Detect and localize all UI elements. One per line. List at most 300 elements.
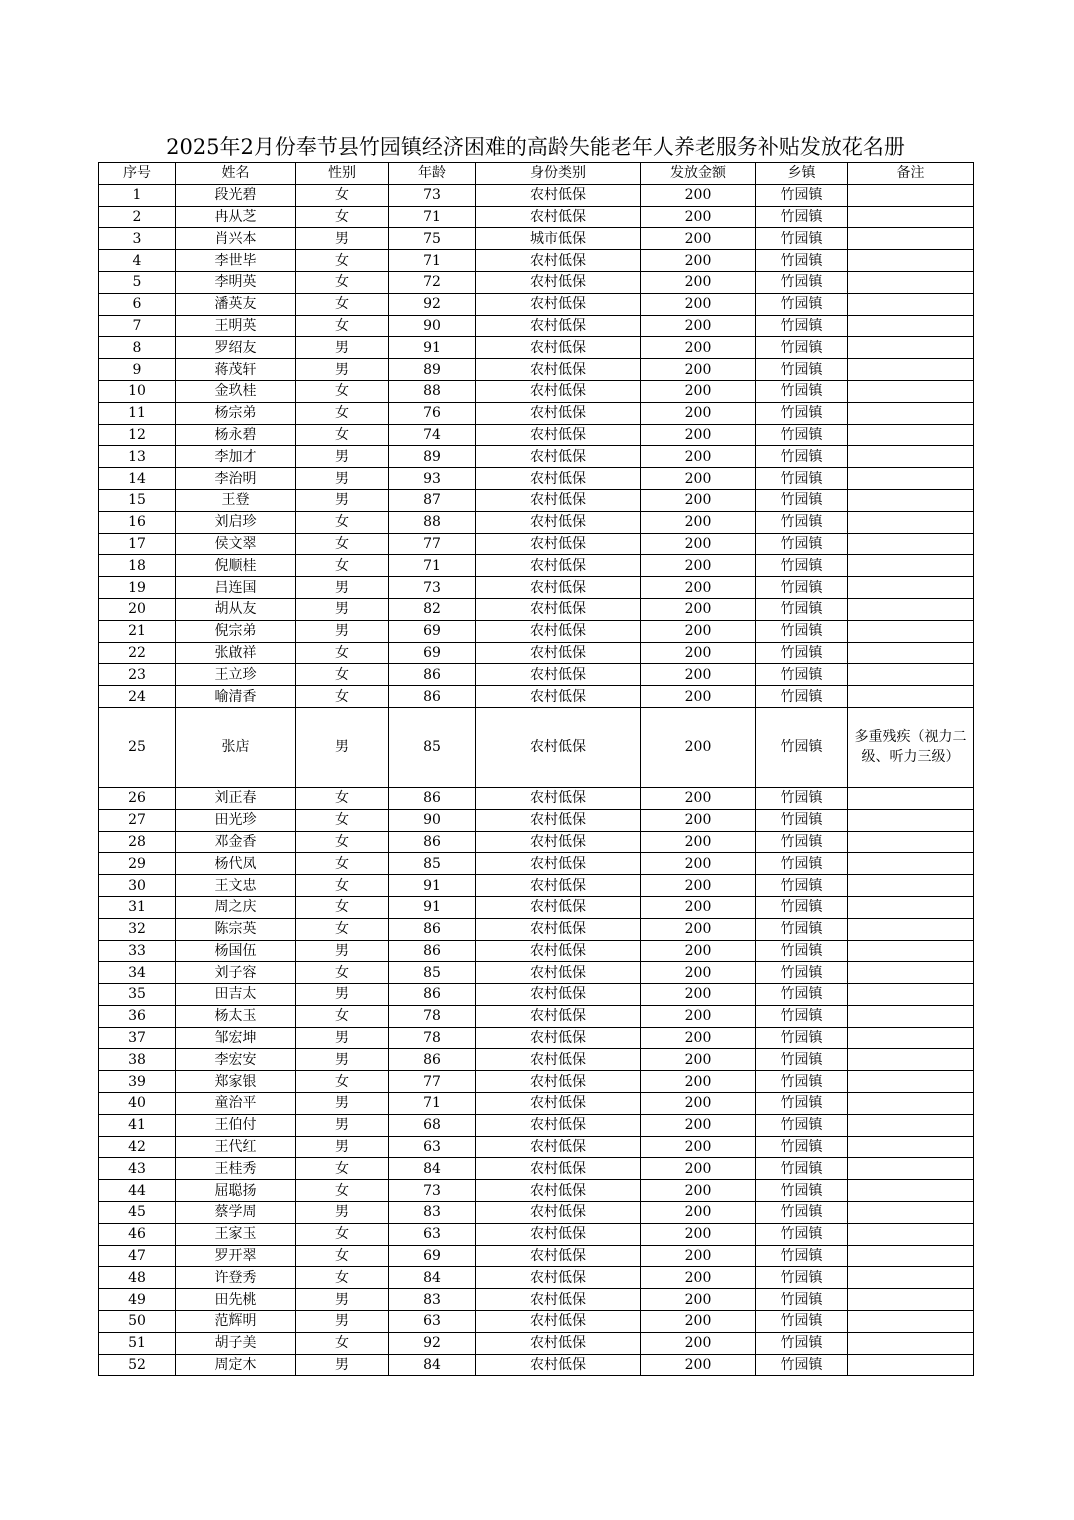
cell-note bbox=[848, 598, 974, 620]
cell-age: 86 bbox=[389, 664, 476, 686]
cell-note bbox=[848, 1311, 974, 1333]
cell-age: 84 bbox=[389, 1354, 476, 1376]
cell-name: 杨代凤 bbox=[176, 853, 296, 875]
cell-no: 1 bbox=[99, 184, 176, 206]
cell-amount: 200 bbox=[641, 468, 756, 490]
cell-town: 竹园镇 bbox=[756, 315, 848, 337]
cell-sex: 男 bbox=[296, 620, 389, 642]
cell-sex: 女 bbox=[296, 424, 389, 446]
cell-amount: 200 bbox=[641, 206, 756, 228]
cell-sex: 男 bbox=[296, 489, 389, 511]
cell-town: 竹园镇 bbox=[756, 1180, 848, 1202]
cell-town: 竹园镇 bbox=[756, 184, 848, 206]
table-row bbox=[99, 598, 974, 620]
cell-amount: 200 bbox=[641, 707, 756, 787]
cell-note bbox=[848, 184, 974, 206]
cell-name: 冉从芝 bbox=[176, 206, 296, 228]
cell-amount: 200 bbox=[641, 787, 756, 809]
table-row bbox=[99, 1289, 974, 1311]
table-row bbox=[99, 1180, 974, 1202]
cell-no: 32 bbox=[99, 918, 176, 940]
cell-name: 陈宗英 bbox=[176, 918, 296, 940]
cell-sex: 女 bbox=[296, 787, 389, 809]
cell-note bbox=[848, 1180, 974, 1202]
cell-sex: 男 bbox=[296, 1311, 389, 1333]
table-row bbox=[99, 1245, 974, 1267]
cell-category: 农村低保 bbox=[476, 642, 641, 664]
table-row bbox=[99, 664, 974, 686]
cell-amount: 200 bbox=[641, 1114, 756, 1136]
cell-no: 30 bbox=[99, 875, 176, 897]
cell-no: 46 bbox=[99, 1223, 176, 1245]
cell-no: 12 bbox=[99, 424, 176, 446]
cell-note bbox=[848, 664, 974, 686]
cell-amount: 200 bbox=[641, 940, 756, 962]
cell-name: 杨永碧 bbox=[176, 424, 296, 446]
cell-sex: 女 bbox=[296, 402, 389, 424]
cell-name: 李宏安 bbox=[176, 1049, 296, 1071]
cell-name: 王桂秀 bbox=[176, 1158, 296, 1180]
cell-sex: 男 bbox=[296, 707, 389, 787]
cell-amount: 200 bbox=[641, 1311, 756, 1333]
cell-sex: 女 bbox=[296, 1158, 389, 1180]
cell-note bbox=[848, 1049, 974, 1071]
cell-amount: 200 bbox=[641, 1071, 756, 1093]
cell-town: 竹园镇 bbox=[756, 1332, 848, 1354]
cell-category: 农村低保 bbox=[476, 184, 641, 206]
cell-amount: 200 bbox=[641, 1136, 756, 1158]
cell-sex: 男 bbox=[296, 228, 389, 250]
cell-category: 农村低保 bbox=[476, 271, 641, 293]
cell-age: 88 bbox=[389, 380, 476, 402]
column-header-note: 备注 bbox=[848, 163, 974, 185]
cell-name: 吕连国 bbox=[176, 577, 296, 599]
cell-name: 李加才 bbox=[176, 446, 296, 468]
cell-name: 金玖桂 bbox=[176, 380, 296, 402]
cell-town: 竹园镇 bbox=[756, 1223, 848, 1245]
table-row bbox=[99, 1027, 974, 1049]
cell-no: 45 bbox=[99, 1202, 176, 1224]
cell-town: 竹园镇 bbox=[756, 206, 848, 228]
cell-town: 竹园镇 bbox=[756, 1245, 848, 1267]
cell-age: 85 bbox=[389, 853, 476, 875]
cell-amount: 200 bbox=[641, 642, 756, 664]
table-row bbox=[99, 359, 974, 381]
table-row bbox=[99, 380, 974, 402]
cell-sex: 女 bbox=[296, 686, 389, 708]
cell-no: 9 bbox=[99, 359, 176, 381]
cell-category: 农村低保 bbox=[476, 468, 641, 490]
cell-no: 51 bbox=[99, 1332, 176, 1354]
cell-town: 竹园镇 bbox=[756, 446, 848, 468]
cell-no: 35 bbox=[99, 984, 176, 1006]
cell-note bbox=[848, 206, 974, 228]
table-row bbox=[99, 424, 974, 446]
table-row bbox=[99, 875, 974, 897]
cell-sex: 男 bbox=[296, 446, 389, 468]
cell-age: 90 bbox=[389, 315, 476, 337]
cell-age: 86 bbox=[389, 831, 476, 853]
cell-name: 郑家银 bbox=[176, 1071, 296, 1093]
cell-age: 69 bbox=[389, 620, 476, 642]
cell-note bbox=[848, 1114, 974, 1136]
table-header bbox=[99, 163, 974, 185]
cell-sex: 男 bbox=[296, 1093, 389, 1115]
cell-no: 15 bbox=[99, 489, 176, 511]
cell-age: 91 bbox=[389, 896, 476, 918]
cell-note bbox=[848, 1005, 974, 1027]
cell-category: 农村低保 bbox=[476, 1180, 641, 1202]
cell-age: 71 bbox=[389, 250, 476, 272]
cell-name: 周之庆 bbox=[176, 896, 296, 918]
cell-town: 竹园镇 bbox=[756, 1267, 848, 1289]
cell-town: 竹园镇 bbox=[756, 577, 848, 599]
cell-age: 78 bbox=[389, 1027, 476, 1049]
cell-category: 农村低保 bbox=[476, 1158, 641, 1180]
table-row bbox=[99, 1114, 974, 1136]
cell-age: 73 bbox=[389, 577, 476, 599]
cell-age: 78 bbox=[389, 1005, 476, 1027]
cell-age: 75 bbox=[389, 228, 476, 250]
cell-age: 86 bbox=[389, 1049, 476, 1071]
table-row bbox=[99, 707, 974, 787]
cell-age: 86 bbox=[389, 787, 476, 809]
cell-note bbox=[848, 293, 974, 315]
cell-category: 农村低保 bbox=[476, 1114, 641, 1136]
cell-category: 农村低保 bbox=[476, 962, 641, 984]
cell-name: 王立珍 bbox=[176, 664, 296, 686]
cell-sex: 女 bbox=[296, 250, 389, 272]
table-row bbox=[99, 1005, 974, 1027]
cell-town: 竹园镇 bbox=[756, 1027, 848, 1049]
cell-age: 85 bbox=[389, 962, 476, 984]
table-row bbox=[99, 271, 974, 293]
cell-town: 竹园镇 bbox=[756, 1202, 848, 1224]
cell-sex: 女 bbox=[296, 533, 389, 555]
table-row bbox=[99, 686, 974, 708]
cell-no: 38 bbox=[99, 1049, 176, 1071]
table-row bbox=[99, 1354, 974, 1376]
cell-no: 8 bbox=[99, 337, 176, 359]
cell-name: 倪宗弟 bbox=[176, 620, 296, 642]
cell-town: 竹园镇 bbox=[756, 809, 848, 831]
cell-name: 张店 bbox=[176, 707, 296, 787]
cell-age: 71 bbox=[389, 206, 476, 228]
cell-age: 85 bbox=[389, 707, 476, 787]
cell-age: 93 bbox=[389, 468, 476, 490]
cell-note: 多重残疾（视力二级、听力三级） bbox=[848, 707, 974, 787]
cell-sex: 男 bbox=[296, 359, 389, 381]
cell-town: 竹园镇 bbox=[756, 620, 848, 642]
cell-no: 3 bbox=[99, 228, 176, 250]
cell-note bbox=[848, 489, 974, 511]
cell-note bbox=[848, 1071, 974, 1093]
cell-amount: 200 bbox=[641, 1093, 756, 1115]
cell-name: 王登 bbox=[176, 489, 296, 511]
cell-note bbox=[848, 1289, 974, 1311]
cell-age: 72 bbox=[389, 271, 476, 293]
cell-note bbox=[848, 228, 974, 250]
cell-name: 童治平 bbox=[176, 1093, 296, 1115]
cell-amount: 200 bbox=[641, 489, 756, 511]
cell-sex: 女 bbox=[296, 875, 389, 897]
cell-sex: 女 bbox=[296, 1071, 389, 1093]
cell-sex: 女 bbox=[296, 511, 389, 533]
cell-sex: 男 bbox=[296, 1354, 389, 1376]
cell-note bbox=[848, 533, 974, 555]
cell-sex: 男 bbox=[296, 468, 389, 490]
cell-no: 27 bbox=[99, 809, 176, 831]
cell-category: 农村低保 bbox=[476, 831, 641, 853]
cell-age: 76 bbox=[389, 402, 476, 424]
table-row bbox=[99, 446, 974, 468]
cell-note bbox=[848, 446, 974, 468]
cell-age: 92 bbox=[389, 1332, 476, 1354]
column-header-town: 乡镇 bbox=[756, 163, 848, 185]
table-body bbox=[99, 184, 974, 1376]
cell-age: 69 bbox=[389, 1245, 476, 1267]
cell-category: 农村低保 bbox=[476, 446, 641, 468]
cell-amount: 200 bbox=[641, 184, 756, 206]
cell-category: 农村低保 bbox=[476, 293, 641, 315]
cell-town: 竹园镇 bbox=[756, 228, 848, 250]
cell-no: 52 bbox=[99, 1354, 176, 1376]
cell-age: 91 bbox=[389, 875, 476, 897]
cell-name: 王伯付 bbox=[176, 1114, 296, 1136]
cell-amount: 200 bbox=[641, 1267, 756, 1289]
cell-town: 竹园镇 bbox=[756, 598, 848, 620]
cell-amount: 200 bbox=[641, 337, 756, 359]
cell-sex: 女 bbox=[296, 184, 389, 206]
cell-amount: 200 bbox=[641, 809, 756, 831]
cell-amount: 200 bbox=[641, 293, 756, 315]
cell-category: 农村低保 bbox=[476, 555, 641, 577]
table-row bbox=[99, 337, 974, 359]
cell-category: 农村低保 bbox=[476, 1071, 641, 1093]
cell-town: 竹园镇 bbox=[756, 1093, 848, 1115]
cell-note bbox=[848, 962, 974, 984]
cell-category: 农村低保 bbox=[476, 984, 641, 1006]
cell-no: 24 bbox=[99, 686, 176, 708]
cell-age: 87 bbox=[389, 489, 476, 511]
cell-category: 农村低保 bbox=[476, 598, 641, 620]
cell-no: 25 bbox=[99, 707, 176, 787]
cell-name: 刘启珍 bbox=[176, 511, 296, 533]
cell-age: 73 bbox=[389, 1180, 476, 1202]
cell-note bbox=[848, 555, 974, 577]
cell-sex: 女 bbox=[296, 293, 389, 315]
cell-note bbox=[848, 831, 974, 853]
cell-sex: 女 bbox=[296, 380, 389, 402]
cell-category: 农村低保 bbox=[476, 787, 641, 809]
cell-town: 竹园镇 bbox=[756, 380, 848, 402]
cell-no: 31 bbox=[99, 896, 176, 918]
cell-sex: 女 bbox=[296, 853, 389, 875]
cell-town: 竹园镇 bbox=[756, 468, 848, 490]
cell-amount: 200 bbox=[641, 620, 756, 642]
cell-no: 16 bbox=[99, 511, 176, 533]
cell-name: 田吉太 bbox=[176, 984, 296, 1006]
cell-town: 竹园镇 bbox=[756, 250, 848, 272]
cell-category: 农村低保 bbox=[476, 620, 641, 642]
cell-note bbox=[848, 271, 974, 293]
cell-amount: 200 bbox=[641, 533, 756, 555]
cell-note bbox=[848, 1202, 974, 1224]
table-row bbox=[99, 577, 974, 599]
cell-category: 城市低保 bbox=[476, 228, 641, 250]
cell-note bbox=[848, 1093, 974, 1115]
cell-sex: 男 bbox=[296, 337, 389, 359]
cell-age: 91 bbox=[389, 337, 476, 359]
cell-name: 王明英 bbox=[176, 315, 296, 337]
cell-amount: 200 bbox=[641, 686, 756, 708]
table-row bbox=[99, 642, 974, 664]
cell-name: 邓金香 bbox=[176, 831, 296, 853]
cell-sex: 男 bbox=[296, 577, 389, 599]
cell-amount: 200 bbox=[641, 875, 756, 897]
cell-note bbox=[848, 337, 974, 359]
cell-no: 22 bbox=[99, 642, 176, 664]
cell-sex: 女 bbox=[296, 1332, 389, 1354]
table-row bbox=[99, 1093, 974, 1115]
cell-note bbox=[848, 424, 974, 446]
cell-category: 农村低保 bbox=[476, 424, 641, 446]
cell-name: 蔡学周 bbox=[176, 1202, 296, 1224]
cell-town: 竹园镇 bbox=[756, 1311, 848, 1333]
cell-town: 竹园镇 bbox=[756, 1005, 848, 1027]
cell-age: 68 bbox=[389, 1114, 476, 1136]
cell-town: 竹园镇 bbox=[756, 1354, 848, 1376]
cell-category: 农村低保 bbox=[476, 1049, 641, 1071]
cell-town: 竹园镇 bbox=[756, 831, 848, 853]
cell-age: 90 bbox=[389, 809, 476, 831]
cell-age: 73 bbox=[389, 184, 476, 206]
table-row bbox=[99, 228, 974, 250]
cell-category: 农村低保 bbox=[476, 1093, 641, 1115]
cell-name: 田先桃 bbox=[176, 1289, 296, 1311]
cell-town: 竹园镇 bbox=[756, 1158, 848, 1180]
cell-category: 农村低保 bbox=[476, 664, 641, 686]
cell-amount: 200 bbox=[641, 1245, 756, 1267]
cell-name: 王家玉 bbox=[176, 1223, 296, 1245]
cell-note bbox=[848, 402, 974, 424]
cell-amount: 200 bbox=[641, 984, 756, 1006]
cell-age: 89 bbox=[389, 446, 476, 468]
table-row bbox=[99, 1049, 974, 1071]
cell-category: 农村低保 bbox=[476, 337, 641, 359]
cell-age: 84 bbox=[389, 1267, 476, 1289]
cell-category: 农村低保 bbox=[476, 1223, 641, 1245]
cell-category: 农村低保 bbox=[476, 359, 641, 381]
cell-age: 83 bbox=[389, 1202, 476, 1224]
cell-age: 86 bbox=[389, 686, 476, 708]
cell-name: 张啟祥 bbox=[176, 642, 296, 664]
table-row bbox=[99, 1332, 974, 1354]
cell-category: 农村低保 bbox=[476, 940, 641, 962]
cell-amount: 200 bbox=[641, 853, 756, 875]
cell-category: 农村低保 bbox=[476, 1332, 641, 1354]
cell-sex: 女 bbox=[296, 896, 389, 918]
cell-note bbox=[848, 1245, 974, 1267]
cell-no: 5 bbox=[99, 271, 176, 293]
cell-town: 竹园镇 bbox=[756, 642, 848, 664]
cell-no: 36 bbox=[99, 1005, 176, 1027]
cell-category: 农村低保 bbox=[476, 1027, 641, 1049]
cell-town: 竹园镇 bbox=[756, 984, 848, 1006]
cell-no: 41 bbox=[99, 1114, 176, 1136]
cell-no: 20 bbox=[99, 598, 176, 620]
cell-no: 21 bbox=[99, 620, 176, 642]
cell-town: 竹园镇 bbox=[756, 1136, 848, 1158]
cell-amount: 200 bbox=[641, 402, 756, 424]
cell-age: 88 bbox=[389, 511, 476, 533]
cell-amount: 200 bbox=[641, 380, 756, 402]
cell-sex: 女 bbox=[296, 206, 389, 228]
cell-town: 竹园镇 bbox=[756, 271, 848, 293]
cell-name: 蒋茂轩 bbox=[176, 359, 296, 381]
cell-amount: 200 bbox=[641, 1289, 756, 1311]
cell-age: 86 bbox=[389, 940, 476, 962]
cell-category: 农村低保 bbox=[476, 533, 641, 555]
cell-amount: 200 bbox=[641, 446, 756, 468]
cell-no: 18 bbox=[99, 555, 176, 577]
table-row bbox=[99, 918, 974, 940]
cell-town: 竹园镇 bbox=[756, 918, 848, 940]
cell-age: 86 bbox=[389, 984, 476, 1006]
cell-town: 竹园镇 bbox=[756, 555, 848, 577]
table-row bbox=[99, 250, 974, 272]
table-row bbox=[99, 1136, 974, 1158]
cell-no: 49 bbox=[99, 1289, 176, 1311]
cell-name: 刘子容 bbox=[176, 962, 296, 984]
table-row bbox=[99, 489, 974, 511]
table-row bbox=[99, 1071, 974, 1093]
cell-note bbox=[848, 511, 974, 533]
cell-town: 竹园镇 bbox=[756, 896, 848, 918]
table-row bbox=[99, 184, 974, 206]
cell-note bbox=[848, 315, 974, 337]
cell-category: 农村低保 bbox=[476, 1202, 641, 1224]
cell-category: 农村低保 bbox=[476, 853, 641, 875]
table-row bbox=[99, 896, 974, 918]
cell-category: 农村低保 bbox=[476, 875, 641, 897]
cell-name: 潘英友 bbox=[176, 293, 296, 315]
table-row bbox=[99, 940, 974, 962]
cell-name: 罗开翠 bbox=[176, 1245, 296, 1267]
cell-no: 50 bbox=[99, 1311, 176, 1333]
cell-note bbox=[848, 686, 974, 708]
cell-sex: 女 bbox=[296, 918, 389, 940]
cell-amount: 200 bbox=[641, 1223, 756, 1245]
cell-amount: 200 bbox=[641, 271, 756, 293]
cell-name: 李世毕 bbox=[176, 250, 296, 272]
table-row bbox=[99, 1311, 974, 1333]
cell-note bbox=[848, 1223, 974, 1245]
cell-age: 71 bbox=[389, 1093, 476, 1115]
cell-category: 农村低保 bbox=[476, 896, 641, 918]
cell-note bbox=[848, 1267, 974, 1289]
cell-amount: 200 bbox=[641, 511, 756, 533]
cell-town: 竹园镇 bbox=[756, 511, 848, 533]
cell-no: 19 bbox=[99, 577, 176, 599]
cell-no: 13 bbox=[99, 446, 176, 468]
cell-amount: 200 bbox=[641, 228, 756, 250]
column-header-sex: 性别 bbox=[296, 163, 389, 185]
table-row bbox=[99, 787, 974, 809]
cell-age: 82 bbox=[389, 598, 476, 620]
cell-amount: 200 bbox=[641, 664, 756, 686]
cell-amount: 200 bbox=[641, 1027, 756, 1049]
